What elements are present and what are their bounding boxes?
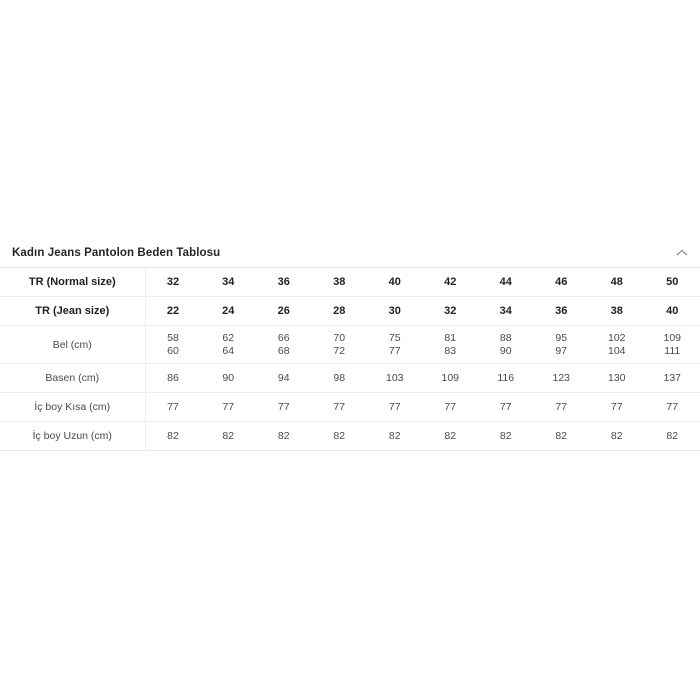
table-cell: 94 xyxy=(277,372,290,384)
value-top: 88 xyxy=(499,331,512,344)
row-label: TR (Normal size) xyxy=(0,268,145,297)
table-cell: 77 xyxy=(444,401,457,413)
table-cell: 82 xyxy=(388,430,401,442)
table-cell: 77 xyxy=(277,401,290,413)
value-top: 95 xyxy=(555,331,568,344)
table-cell: 82 xyxy=(167,430,179,442)
table-cell: 22 xyxy=(166,305,180,317)
value-top: 75 xyxy=(388,331,401,344)
value-bottom: 83 xyxy=(444,344,457,357)
table-cell xyxy=(145,326,201,364)
table-cell xyxy=(478,326,534,364)
table-row xyxy=(0,393,700,422)
row-label: İç boy Uzun (cm) xyxy=(0,422,145,451)
table-cell: 34 xyxy=(222,276,235,288)
table-cell: 38 xyxy=(333,276,346,288)
table-row xyxy=(0,268,700,297)
value-bottom: 90 xyxy=(499,344,512,357)
table-cell xyxy=(423,326,479,364)
value-top: 62 xyxy=(222,331,235,344)
value-bottom: 104 xyxy=(607,344,626,357)
table-cell: 77 xyxy=(388,401,401,413)
page-title: Kadın Jeans Pantolon Beden Tablosu xyxy=(12,246,221,259)
value-bottom: 60 xyxy=(167,344,179,357)
panel-header[interactable] xyxy=(0,238,700,268)
table-row xyxy=(0,326,700,364)
value-bottom: 72 xyxy=(333,344,346,357)
table-cell: 44 xyxy=(499,276,512,288)
size-chart-panel xyxy=(0,238,700,451)
table-cell: 98 xyxy=(333,372,346,384)
table-cell: 77 xyxy=(333,401,346,413)
table-cell: 116 xyxy=(497,372,515,384)
table-cell xyxy=(589,326,645,364)
table-cell: 82 xyxy=(666,430,679,442)
table-cell: 46 xyxy=(555,276,568,288)
value-top: 66 xyxy=(277,331,290,344)
table-cell: 109 xyxy=(441,372,460,384)
table-row xyxy=(0,364,700,393)
table-cell: 77 xyxy=(610,401,623,413)
table-cell: 28 xyxy=(333,305,346,317)
table-cell xyxy=(256,326,312,364)
value-top: 109 xyxy=(663,331,682,344)
table-cell: 77 xyxy=(222,401,235,413)
value-top: 102 xyxy=(607,331,626,344)
value-top: 81 xyxy=(444,331,457,344)
value-bottom: 77 xyxy=(388,344,401,357)
table-cell: 86 xyxy=(167,372,179,384)
table-cell xyxy=(312,326,368,364)
table-cell: 24 xyxy=(222,305,235,317)
value-bottom: 64 xyxy=(222,344,235,357)
row-label: Bel (cm) xyxy=(0,326,145,364)
table-cell: 77 xyxy=(666,401,679,413)
table-cell: 50 xyxy=(666,276,679,288)
table-cell: 77 xyxy=(167,401,179,413)
value-bottom: 111 xyxy=(664,344,681,357)
table-cell: 48 xyxy=(610,276,623,288)
table-cell: 30 xyxy=(388,305,401,317)
table-row xyxy=(0,297,700,326)
value-top: 70 xyxy=(333,331,346,344)
table-cell: 130 xyxy=(607,372,626,384)
table-cell: 36 xyxy=(555,305,568,317)
table-cell: 77 xyxy=(499,401,512,413)
size-chart-body xyxy=(0,268,700,451)
row-label: İç boy Kısa (cm) xyxy=(0,393,145,422)
table-cell: 82 xyxy=(333,430,346,442)
table-cell: 42 xyxy=(444,276,457,288)
table-row xyxy=(0,422,700,451)
row-label: TR (Jean size) xyxy=(0,297,145,326)
table-cell: 26 xyxy=(277,305,290,317)
table-cell xyxy=(645,326,700,364)
table-cell: 82 xyxy=(499,430,512,442)
value-bottom: 97 xyxy=(555,344,568,357)
table-cell: 40 xyxy=(388,276,401,288)
table-cell: 123 xyxy=(552,372,571,384)
table-cell: 137 xyxy=(663,372,682,384)
table-cell: 82 xyxy=(610,430,623,442)
table-cell: 34 xyxy=(499,305,512,317)
table-cell xyxy=(201,326,257,364)
table-cell xyxy=(534,326,590,364)
size-chart-table xyxy=(0,268,700,451)
table-cell: 38 xyxy=(610,305,623,317)
value-bottom: 68 xyxy=(277,344,290,357)
table-cell: 32 xyxy=(444,305,457,317)
table-cell xyxy=(367,326,423,364)
table-cell: 82 xyxy=(555,430,568,442)
value-top: 58 xyxy=(167,331,179,344)
table-cell: 82 xyxy=(222,430,235,442)
table-cell: 32 xyxy=(166,276,180,288)
table-cell: 82 xyxy=(444,430,457,442)
table-cell: 40 xyxy=(666,305,679,317)
chevron-up-icon[interactable] xyxy=(674,245,690,261)
table-cell: 103 xyxy=(385,372,404,384)
row-label: Basen (cm) xyxy=(0,364,145,393)
table-cell: 90 xyxy=(222,372,235,384)
table-cell: 36 xyxy=(277,276,290,288)
table-cell: 77 xyxy=(555,401,568,413)
table-cell: 82 xyxy=(277,430,290,442)
